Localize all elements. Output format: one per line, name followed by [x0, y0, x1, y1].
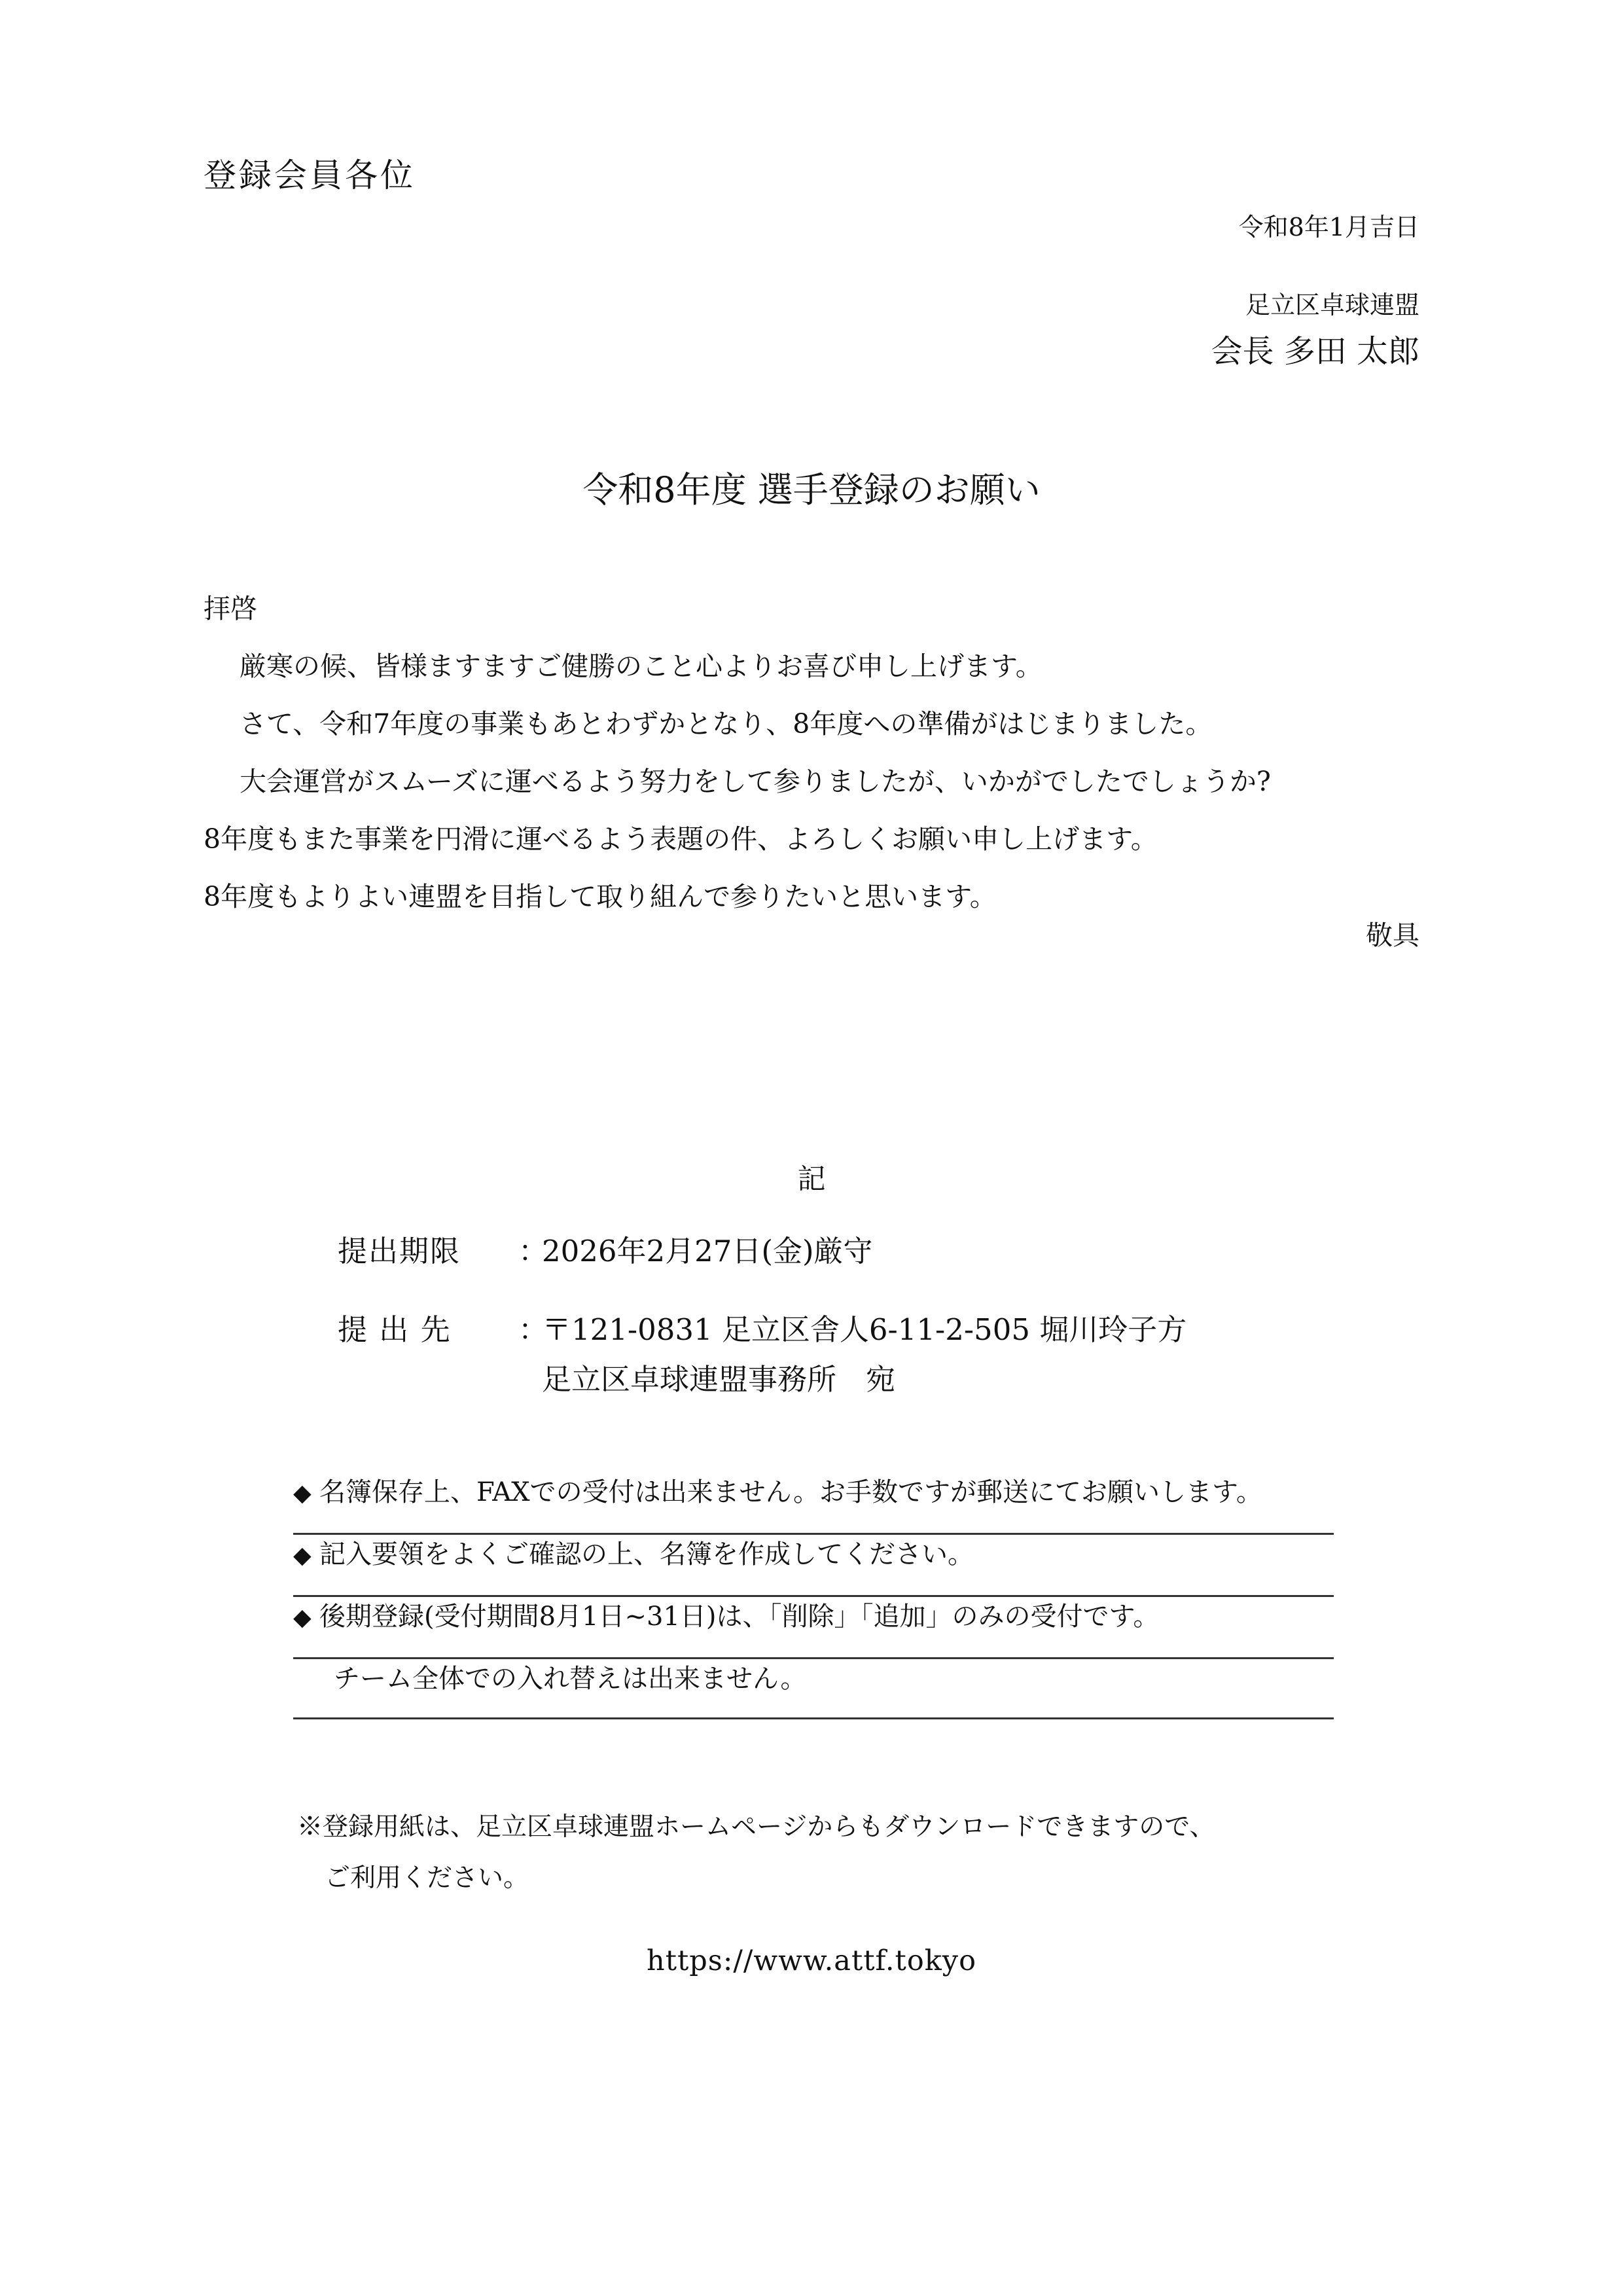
addressee: 登録会員各位: [204, 156, 416, 194]
note-text: 記入要領をよくご確認の上、名簿を作成してください。: [319, 1539, 974, 1570]
body-line: さて、令和7年度の事業もあとわずかとなり、8年度への準備がはじまりました。: [240, 708, 1213, 740]
deadline-value: 2026年2月27日(金)厳守: [542, 1234, 873, 1268]
note-continuation: チーム全体での入れ替えは出来ません。: [293, 1659, 1334, 1719]
document-title: 令和8年度 選手登録のお願い: [582, 469, 1041, 511]
remark-line-2: ご利用ください。: [325, 1863, 529, 1893]
remark-line-1: ※登録用紙は、足立区卓球連盟ホームページからもダウンロードできますので、: [297, 1812, 1215, 1842]
body-line: 大会運営がスムーズに運べるよう努力をして参りましたが、いかがでしたでしょうか?: [240, 766, 1271, 797]
recipient-label: 提 出 先: [338, 1312, 452, 1347]
deadline-label: 提出期限: [338, 1234, 461, 1268]
recipient-address: 〒121-0831 足立区舎人6-11-2-505 堀川玲子方: [542, 1312, 1187, 1347]
diamond-bullet-icon: ◆: [293, 1480, 312, 1507]
note-item: [293, 1535, 1334, 1597]
deadline-row: [338, 1227, 873, 1270]
recipient-name: 足立区卓球連盟事務所 宛: [542, 1362, 896, 1397]
diamond-bullet-icon: ◆: [293, 1542, 312, 1569]
note-text: 名簿保存上、FAXでの受付は出来ません。お手数ですが郵送にてお願いします。: [319, 1477, 1262, 1507]
note-item: [293, 1473, 1334, 1535]
closing: 敬具: [1366, 920, 1419, 951]
deadline-colon: ：: [518, 1234, 548, 1268]
salutation: 拝啓: [204, 593, 257, 624]
body-line: 8年度もまた事業を円滑に運べるよう表題の件、よろしくお願い申し上げます。: [204, 823, 1158, 855]
recipient-colon: ：: [518, 1312, 548, 1347]
ki-heading: 記: [797, 1163, 826, 1196]
sender-organization: 足立区卓球連盟: [1245, 291, 1419, 319]
letter-date: 令和8年1月吉日: [1238, 213, 1419, 242]
body-line: 厳寒の候、皆様ますますご健勝のこと心よりお喜び申し上げます。: [240, 651, 1043, 682]
notes-list: [293, 1473, 1334, 1719]
note-text: 後期登録(受付期間8月1日~31日)は、「削除」「追加」のみの受付です。: [319, 1602, 1160, 1632]
letter-body: [204, 589, 1421, 935]
sender-president: 会長 多田 太郎: [1211, 333, 1419, 370]
diamond-bullet-icon: ◆: [293, 1604, 312, 1631]
body-line: 8年度もよりよい連盟を目指して取り組んで参りたいと思います。: [204, 881, 997, 912]
recipient-row: [338, 1306, 1186, 1348]
website-link[interactable]: https://www.attf.tokyo: [647, 1945, 976, 1977]
note-item: [293, 1597, 1334, 1659]
